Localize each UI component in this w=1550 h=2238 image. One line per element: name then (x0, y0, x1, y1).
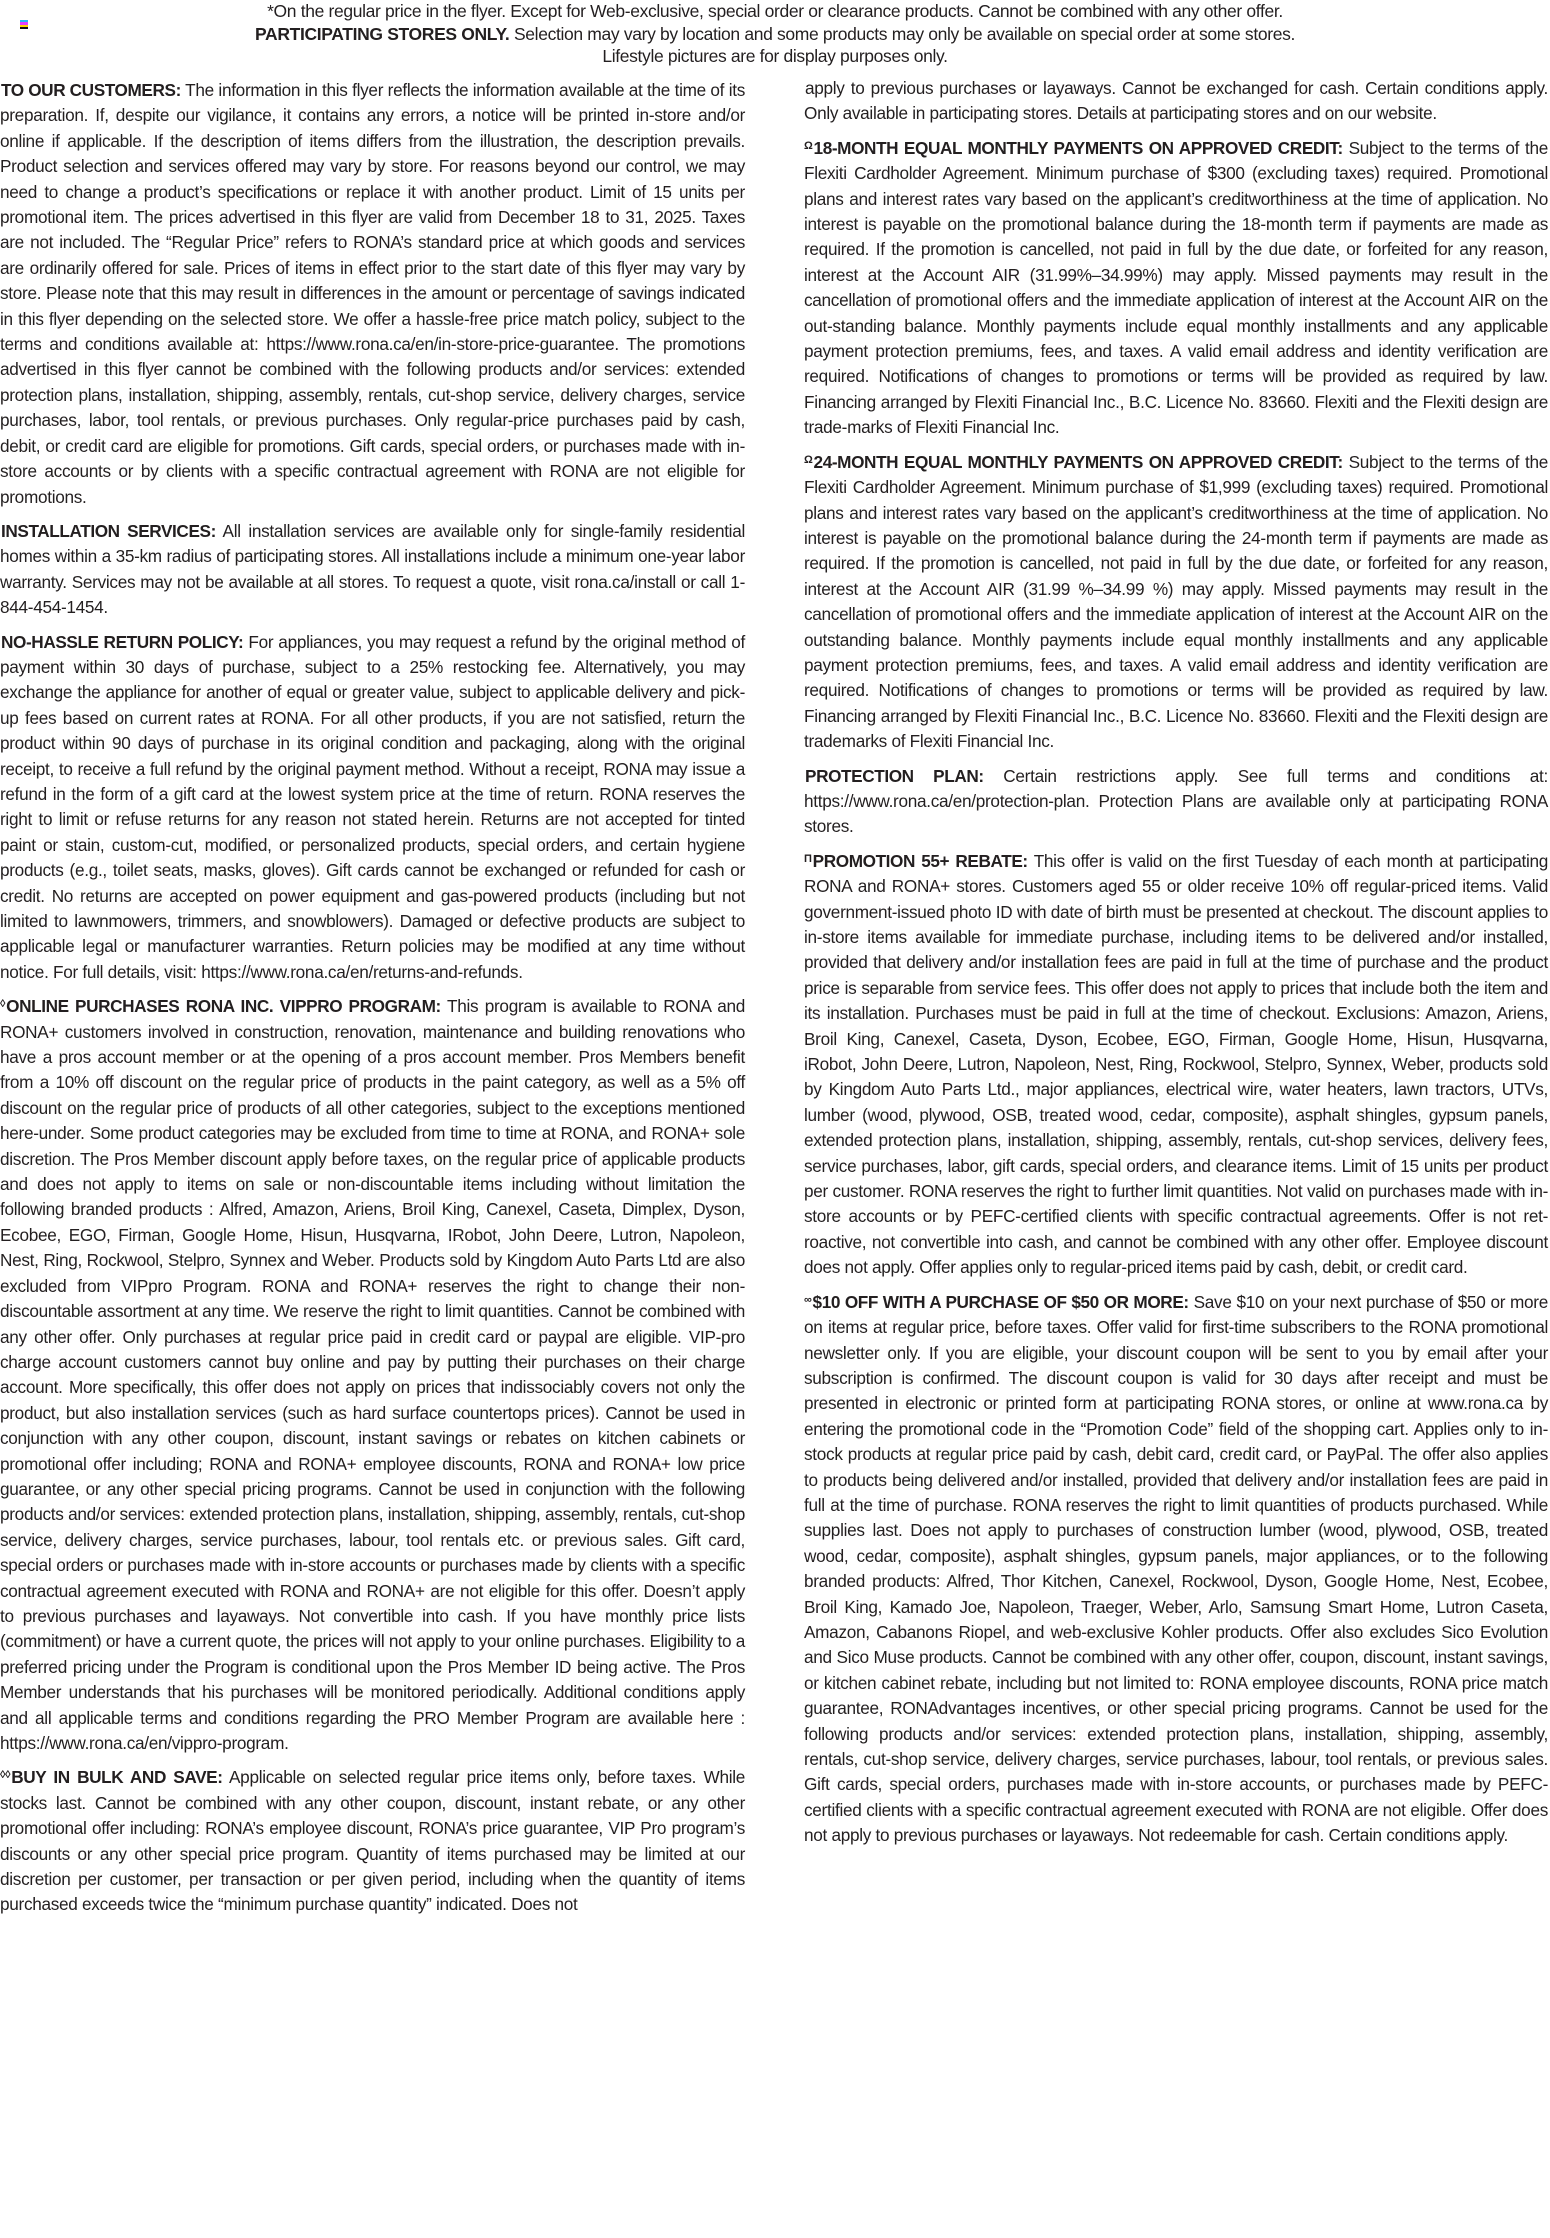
section-installation-services (0, 517, 745, 621)
flyer-header-notice (0, 0, 1550, 68)
section-body: Subject to the terms of the Flexiti Cardholder Agreement. Minimum purchase of $300 (excluding taxes) required. Promotional plans and interest rates vary based on the applicant’s creditworthiness at the time of application. No interest is payable on the promotional balance during the 18-month term if payments are made as required. If the promotion is cancelled, not paid in full by the due date, or forfeited for any reason, interest at the Account AIR (31.99%–34.99%) may apply. Missed payments may result in the cancellation of promotional offers and the immediate application of interest at the Account AIR on the out-standing balance. Monthly payments include equal monthly installments and any applicable payment protection premiums, fees, and taxes. A valid email address and identity verification are required. Notifications of changes to promotions or terms will be provided as required by law. Financing arranged by Flexiti Financial Inc., B.C. Licence No. 83660. Flexiti and the Flexiti design are trade-marks of Flexiti Financial Inc. (804, 137, 1548, 438)
section-body: This program is available to RONA and RONA+ customers involved in construction, renovation, maintenance and building renovations who have a pros account member or at the opening of a pros account member. Pros Members benefit from a 10% off discount on the regular price of products in the paint category, as well as a 5% off discount on the regular price of products of all other categories, subject to the exceptions mentioned here-under. Some product categories may be excluded from time to time at RONA, and RONA+ sole discretion. The Pros Member discount apply before taxes, on the regular price of applicable products and does not apply to items on sale or non-discountable items including without limitation the following branded products : Alfred, Amazon, Ariens, Broil King, Canexel, Caseta, Dimplex, Dyson, Ecobee, EGO, Firman, Google Home, Hisun, Husqvarna, IRobot, John Deere, Lutron, Napoleon, Nest, Ring, Rockwool, Stelpro, Synnex and Weber. Products sold by Kingdom Auto Parts Ltd are also excluded from VIPpro Program. RONA and RONA+ reserves the right to change their non-discountable assortment at any time. We reserve the right to limit quantities. Cannot be combined with any other offer. Only purchases at regular price paid in credit card or paypal are eligible. VIP-pro charge account customers cannot buy online and pay by putting their purchases on their charge account. More specifically, this offer does not apply on prices that indissociably covers not only the product, but also installation services (such as hard surface countertops prices). Cannot be used in conjunction with any other coupon, discount, instant savings or rebates on kitchen cabinets or promotional offer including; RONA and RONA+ employee discounts, RONA and RONA+ low price guarantee, or any other special pricing programs. Cannot be used in conjunction with the following products and/or services: extended protection plans, installation, shipping, assembly, rentals, cut-shop service, delivery charges, service purchases, labour, tool rentals etc. or previous sales. Gift card, special orders or purchases made with in-store accounts or purchases made by clients with a specific contractual agreement executed with RONA and RONA+ are not eligible for this offer. Doesn’t apply to previous purchases and layaways. Not convertible into cash. If you have monthly price lists (commitment) or have a current quote, the prices will not apply to your online purchases. Eligibility to a preferred pricing under the Program is conditional upon the Pros Member ID being active. The Pros Member understands that his purchases will be monitored periodically. Additional conditions apply and all applicable terms and conditions regarding the PRO Member Program are available here : https://www.rona.ca/en/vippro-program. (0, 996, 745, 1753)
section-title: PROTECTION PLAN: (805, 765, 984, 786)
section-return-policy (0, 628, 745, 986)
section-title: $10 OFF WITH A PURCHASE OF $50 OR MORE: (812, 1291, 1189, 1312)
section-buy-in-bulk-continued (804, 74, 1548, 127)
section-body: All installation services are available only for single-family residential homes within a 35-km radius of participating stores. All installations include a minimum one-year labor warranty. Services may not be available at all stores. To request a quote, visit rona.ca/install or call 1-844-454-1454. (0, 520, 745, 618)
section-body: Applicable on selected regular price items only, before taxes. While stocks last. Cannot be combined with any other coupon, discount, instant rebate, or any other promotional offer including: RONA’s employee discount, RONA’s price guarantee, VIP Pro program’s discounts or any other special price program. Quantity of items purchased may be limited at our discretion per customer, per transaction or per given period, including when the quantity of items purchased exceeds twice the “minimum purchase quantity” indicated. Does not (0, 1767, 746, 1915)
section-title: PROMOTION 55+ REBATE: (812, 850, 1028, 871)
section-body: Certain restrictions apply. See full terms and conditions at: https://www.rona.ca/en/protection-plan. Protection Plans are available only at participating RONA stores. (804, 765, 1549, 837)
section-protection-plan (804, 762, 1548, 840)
participating-stores-label: PARTICIPATING STORES ONLY. (255, 23, 510, 44)
section-title: TO OUR CUSTOMERS: (1, 80, 181, 100)
section-10-off-50 (804, 1288, 1548, 1849)
header-line-2 (0, 23, 1550, 46)
section-body: For appliances, you may request a refund by the original method of payment within 30 days of purchase, subject to a 25% restocking fee. Alternatively, you may exchange the appliance for another of equal or greater value, subject to applicable delivery and pick-up fees based on current rates at RONA. For all other products, if you are not satisfied, return the product within 90 days of purchase in its original condition and packaging, along with the original receipt, to receive a full refund by the original payment method. Without a receipt, RONA may issue a refund in the form of a gift card at the lowest system price at the time of return. RONA reserves the right to limit or refuse returns for any reason not stated herein. Returns are not accepted for tinted paint or stain, custom-cut, modified, or personalized products, special orders, and certain hygiene products (e.g., toilet seats, masks, gloves). Gift cards cannot be exchanged or refunded for cash or credit. No returns are accepted on power equipment and gas-powered products (including but not limited to lawnmowers, trimmers, and snowblowers). Damaged or defective products are subject to applicable legal or manufacturer warranties. Return policies may be modified at any time without notice. For full details, visit: https://www.rona.ca/en/returns-and-refunds. (0, 631, 745, 982)
section-title: 24-MONTH EQUAL MONTHLY PAYMENTS ON APPROVED CREDIT: (813, 451, 1343, 472)
left-column (0, 76, 745, 1925)
footnote-symbol: ∞ (804, 1293, 812, 1306)
footnote-symbol: Π (804, 852, 812, 865)
footnote-symbol: ◊◊ (0, 1769, 11, 1782)
section-18-month-payments (804, 134, 1548, 441)
footnote-symbol: Ω (804, 453, 813, 466)
section-title: ONLINE PURCHASES RONA INC. VIPPRO PROGRAM: (6, 996, 441, 1017)
section-to-our-customers (0, 76, 745, 510)
section-title: NO-HASSLE RETURN POLICY: (1, 631, 244, 652)
section-title: BUY IN BULK AND SAVE: (11, 1767, 223, 1788)
section-body: Save $10 on your next purchase of $50 or more on items at regular price, before taxes. Offer valid for first-time subscribers to the RONA promotional newsletter only. If you are eligible, your discount coupon will be sent to you by email after your subscription is confirmed. The discount coupon is valid for 30 days after receipt and must be presented in electronic or printed form at participating RONA stores, or online at www.rona.ca by entering the promotional code in the “Promotion Code” field of the shopping cart. Applies only to in-stock products at regular price paid by cash, debit card, credit card, or PayPal. The offer also applies to products being delivered and/or installed, provided that delivery and/or installation fees are paid in full at the time of purchase. RONA reserves the right to limit quantities of products purchased. While supplies last. Does not apply to purchases of construction lumber (wood, plywood, OSB, treated wood, cedar, composite), asphalt shingles, gypsum panels, major appliances, or to the following branded products: Alfred, Thor Kitchen, Canexel, Rockwool, Dyson, Google Home, Nest, Ecobee, Broil King, Kamado Joe, Napoleon, Traeger, Weber, Arlo, Samsung Smart Home, Lutron Caseta, Amazon, Cabanons Riopel, and web-exclusive Kohler products. Offer also excludes Sico Evolution and Sico Muse products. Cannot be combined with any other offer, coupon, discount, instant savings, or kitchen cabinet rebate, including but not limited to: RONA employee discounts, RONA price match guarantee, RONAdvantages incentives, or other special pricing programs. Cannot be used for the following products and/or services: extended protection plans, installation, shipping, assembly, rentals, cut-shop service, delivery charges, service purchases, labour, tool rentals, or previous sales. Gift cards, special orders, purchases made with in-store accounts, or purchases made by PEFC-certified clients with a specific contractual agreement executed with RONA are not eligible. Offer does not apply to previous purchases or layaways. Not redeemable for cash. Certain conditions apply. (804, 1291, 1548, 1846)
footnote-symbol: ◊ (0, 998, 6, 1011)
section-buy-in-bulk (0, 1763, 745, 1917)
section-vippro-program (0, 992, 745, 1756)
section-title: INSTALLATION SERVICES: (1, 520, 216, 541)
section-body: This offer is valid on the first Tuesday of each month at participating RONA and RONA+ stores. Customers aged 55 or older receive 10% off regular-priced items. Valid government-issued photo ID with date of birth must be presented at checkout. The discount applies to in-store items available for immediate purchase, including items to be delivered and/or installed, provided that delivery and/or installation fees are paid in full at the time of purchase and the product price is separable from service fees. This offer does not apply to prices that include both the item and its installation. Purchases must be paid in full at the time of checkout. Exclusions: Amazon, Ariens, Broil King, Canexel, Caseta, Dyson, Ecobee, EGO, Firman, Google Home, Hisun, Husqvarna, iRobot, John Deere, Lutron, Napoleon, Nest, Ring, Rockwool, Stelpro, Synnex, Weber, products sold by Kingdom Auto Parts Ltd., major appliances, electrical wire, water heaters, lawn tractors, UTVs, lumber (wood, plywood, OSB, treated wood, cedar, composite), asphalt shingles, gypsum panels, extended protection plans, installation, shipping, assembly, rentals, cut-shop services, delivery fees, service purchases, labor, gift cards, special orders, and clearance items. Limit of 15 units per product per customer. RONA reserves the right to further limit quantities. Not valid on purchases made with in-store accounts or by PEFC-certified clients with specific contractual agreements. Offer is not ret-roactive, not convertible into cash, and cannot be combined with any other offer. Employee discount does not apply. Offer applies only to regular-priced items paid by cash, debit, or credit card. (804, 850, 1548, 1278)
footnote-symbol: Ω (804, 139, 813, 152)
section-title: 18-MONTH EQUAL MONTHLY PAYMENTS ON APPROVED CREDIT: (813, 137, 1343, 158)
header-line-3: Lifestyle pictures are for display purposes only. (602, 46, 948, 66)
right-column (804, 74, 1548, 1856)
section-body: apply to previous purchases or layaways. Cannot be exchanged for cash. Certain conditions apply. Only available in participating stores. Details at participating stores and on our website. (804, 78, 1548, 124)
section-body: Subject to the terms of the Flexiti Cardholder Agreement. Minimum purchase of $1,999 (excluding taxes) required. Promotional plans and interest rates vary based on the applicant’s creditworthiness at the time of application. No interest is payable on the promotional balance during the 24-month term if payments are made as required. If the promotion is cancelled, not paid in full by the due date, or forfeited for any reason, interest at the Account AIR (31.99 %–34.99 %) may apply. Missed payments may result in the cancellation of promotional offers and the immediate application of interest at the Account AIR on the outstanding balance. Monthly payments include equal monthly installments and any applicable payment protection premiums, fees, and taxes. A valid email address and identity verification are required. Notifications of changes to promotions or terms will be provided as required by law. Financing arranged by Flexiti Financial Inc., B.C. Licence No. 83660. Flexiti and the Flexiti design are trademarks of Flexiti Financial Inc. (804, 451, 1548, 752)
header-line-1: *On the regular price in the flyer. Except for Web-exclusive, special order or clearance products. Cannot be combined with any other offer. (267, 1, 1283, 21)
header-line-2-text: Selection may vary by location and some products may only be available on special order at some stores. (509, 23, 1295, 44)
section-body: The information in this flyer reflects the information available at the time of its preparation. If, despite our vigilance, it contains any errors, a notice will be printed in-store and/or online if applicable. If the description of items differs from the illustration, the description prevails. Product selection and services offered may vary by store. For reasons beyond our control, we may need to change a product’s specifications or replace it with another product. Limit of 15 units per promotional item. The prices advertised in this flyer are valid from December 18 to 31, 2025. Taxes are not included. The “Regular Price” refers to RONA’s standard price at which goods and services are ordinarily offered for sale. Prices of items in effect prior to the start date of this flyer may vary by store. Please note that this may result in differences in the amount or percentage of savings indicated in this flyer depending on the selected store. We offer a hassle-free price match policy, subject to the terms and conditions available at: https://www.rona.ca/en/in-store-price-guarantee. The promotions advertised in this flyer cannot be combined with the following products and/or services: extended protection plans, installation, shipping, assembly, rentals, cut-shop service, delivery charges, service purchases, labor, tool rentals, or previous purchases. Only regular-price purchases paid by cash, debit, or credit card are eligible for promotions. Gift cards, special orders, or purchases made with in-store accounts or by clients with a specific contractual agreement with RONA are not eligible for promotions. (0, 80, 746, 507)
section-24-month-payments (804, 448, 1548, 755)
section-promotion-55-rebate (804, 847, 1548, 1281)
